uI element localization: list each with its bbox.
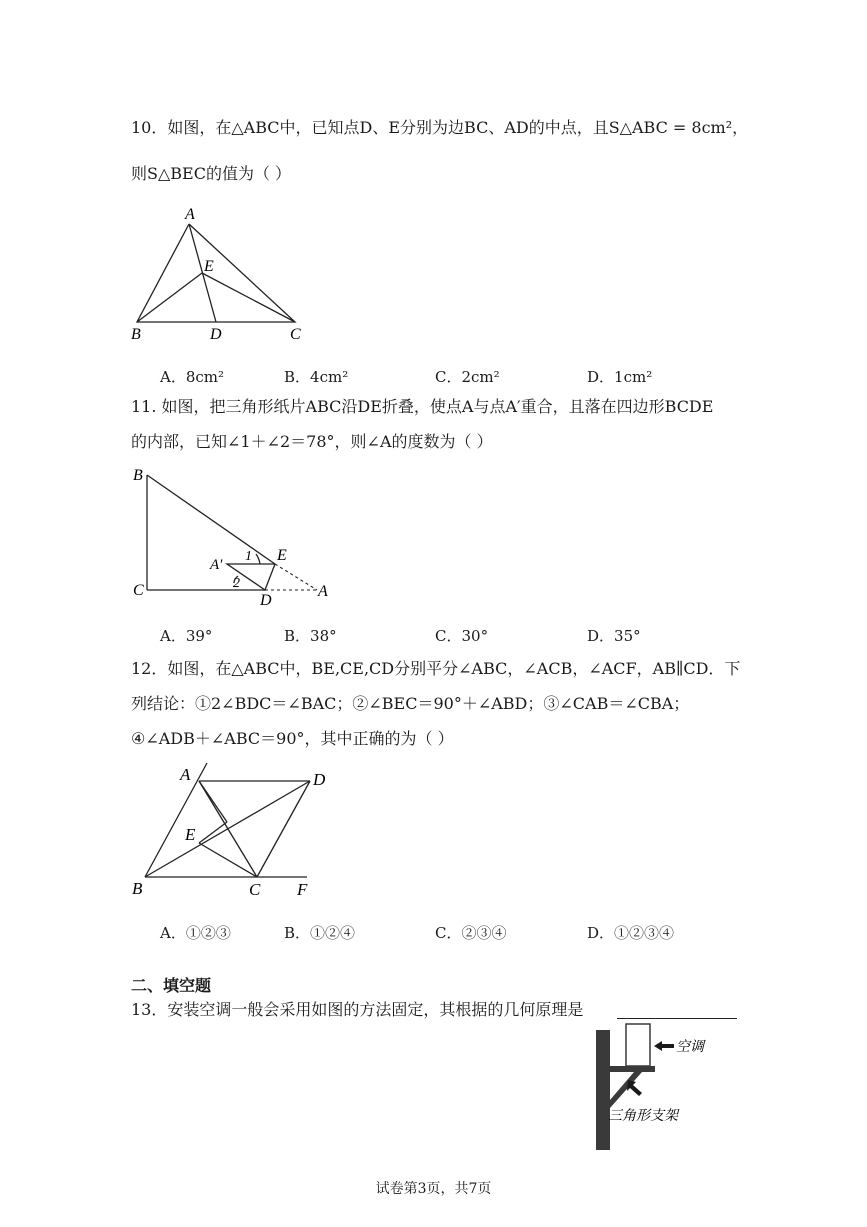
q12-label-d: D bbox=[313, 770, 326, 789]
q12-stem-line1: 12．如图，在△ABC中，BE,CE,CD分别平分∠ABC，∠ACB，∠ACF，AB∥CD．下 bbox=[131, 659, 741, 678]
q11-stem-line2: 的内部，已知∠1＋∠2＝78°，则∠A的度数为（ ） bbox=[131, 432, 493, 451]
q10-figure bbox=[125, 200, 325, 345]
q12-label-e: E bbox=[185, 825, 196, 844]
q10-label-d: D bbox=[210, 326, 222, 343]
q12-option-d: D．①②③④ bbox=[587, 924, 675, 942]
q10-label-a: A bbox=[185, 206, 195, 223]
q12-label-f: F bbox=[297, 880, 308, 899]
q12-option-c: C．②③④ bbox=[435, 924, 507, 942]
q10-label-b: B bbox=[131, 326, 141, 343]
q10-option-d: D．1cm² bbox=[587, 368, 653, 386]
q10-option-c: C．2cm² bbox=[435, 368, 500, 386]
q13-stem: 13．安装空调一般会采用如图的方法固定，其根据的几何原理是 bbox=[131, 1000, 584, 1019]
q12-figure bbox=[125, 755, 335, 905]
q10-stem-line2: 则S△BEC的值为（ ） bbox=[131, 164, 292, 183]
q12-stem-line3: ④∠ADB＋∠ABC＝90°，其中正确的为（ ） bbox=[131, 729, 454, 748]
q10-stem-line1: 10．如图，在△ABC中，已知点D、E分别为边BC、AD的中点，且S△ABC = 8cm²， bbox=[131, 118, 749, 137]
q12-label-c: C bbox=[249, 880, 261, 899]
q11-stem-line1: 11. 如图，把三角形纸片ABC沿DE折叠，使点A与点A′重合，且落在四边形BCDE bbox=[131, 397, 714, 416]
q11-label-e: E bbox=[277, 547, 287, 564]
q12-option-b: B．①②④ bbox=[284, 924, 356, 942]
q13-label-air-conditioner: 空调 bbox=[676, 1040, 704, 1055]
q11-figure bbox=[125, 460, 340, 610]
q12-label-b: B bbox=[132, 879, 143, 898]
q10-option-a: A．8cm² bbox=[160, 368, 225, 386]
q11-label-d: D bbox=[260, 592, 272, 609]
q11-label-a: A bbox=[318, 583, 328, 600]
q13-label-bracket: 三角形支架 bbox=[608, 1109, 678, 1124]
q11-option-c: C．30° bbox=[435, 627, 489, 645]
q13-answer-blank[interactable] bbox=[617, 1017, 737, 1019]
q10-option-b: B．4cm² bbox=[284, 368, 349, 386]
q11-option-d: D．35° bbox=[587, 627, 641, 645]
q11-label-b: B bbox=[133, 467, 143, 484]
q11-option-b: B．38° bbox=[284, 627, 337, 645]
q13-figure bbox=[590, 1020, 720, 1152]
q11-angle-2: 2 bbox=[233, 576, 240, 591]
q11-angle-1: 1 bbox=[245, 549, 252, 564]
q12-stem-line2: 列结论：①2∠BDC＝∠BAC；②∠BEC＝90°＋∠ABD；③∠CAB＝∠CBA； bbox=[131, 694, 690, 713]
page-footer: 试卷第3页，共7页 bbox=[375, 1181, 492, 1197]
q12-option-a: A．①②③ bbox=[160, 924, 231, 942]
q11-label-a-prime: A′ bbox=[210, 557, 223, 573]
q10-label-e: E bbox=[204, 258, 214, 275]
q11-label-c: C bbox=[133, 582, 144, 599]
section-title-fill-in: 二、填空题 bbox=[131, 976, 212, 995]
q11-option-a: A．39° bbox=[160, 627, 213, 645]
q10-label-c: C bbox=[290, 326, 301, 343]
q12-label-a: A bbox=[180, 765, 191, 784]
